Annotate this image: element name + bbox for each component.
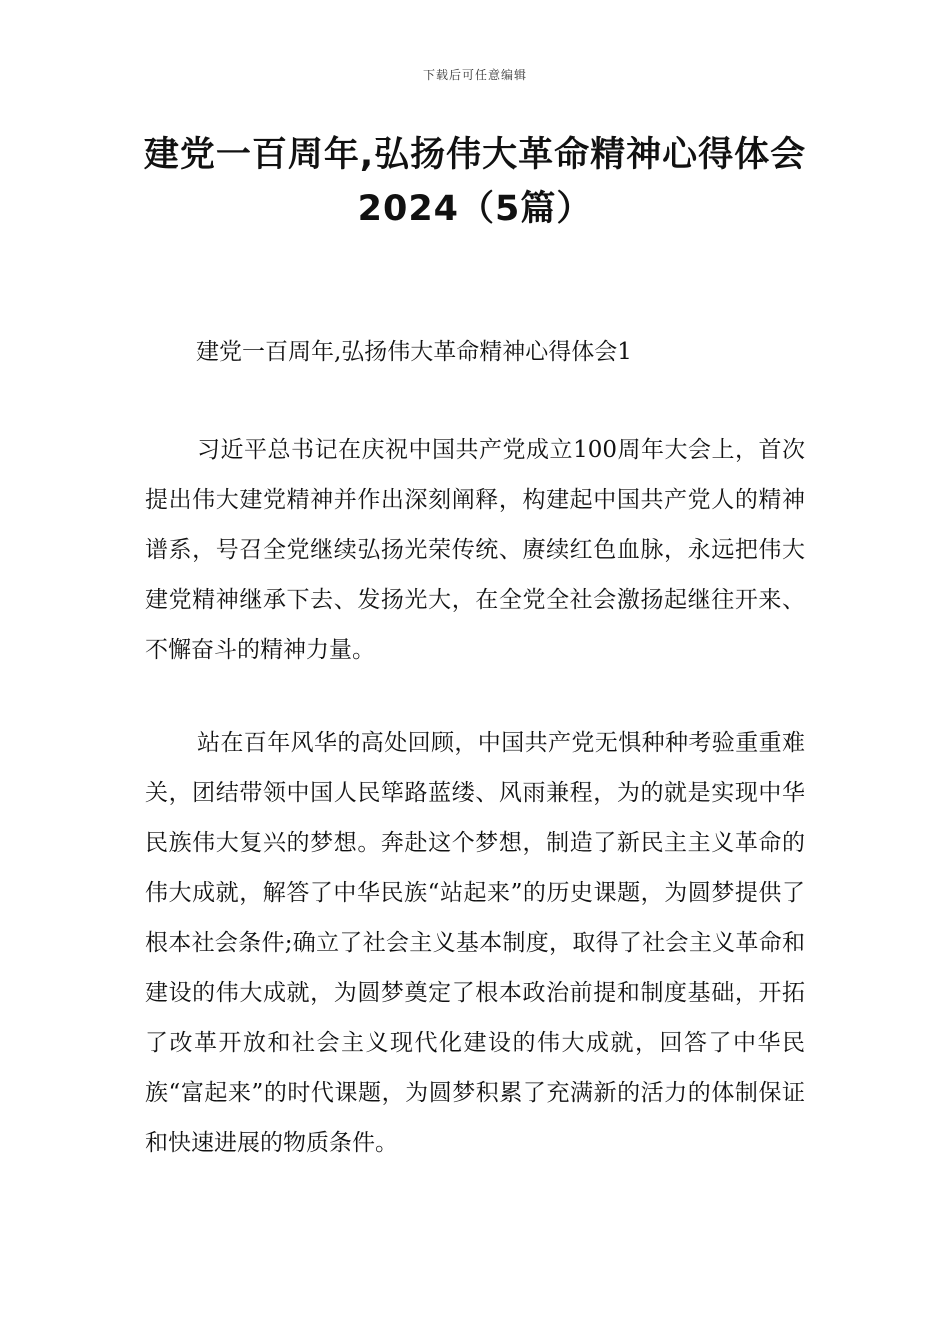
document-title-line-1: 建党一百周年,弘扬伟大革命精神心得体会 xyxy=(143,135,807,175)
document-title-line-2: 2024（5篇） xyxy=(357,189,593,229)
body-paragraph-1: 习近平总书记在庆祝中国共产党成立100周年大会上，首次提出伟大建党精神并作出深刻阐释，构建起中国共产党人的精神谱系，号召全党继续弘扬光荣传统、赓续红色血脉，永远把伟大建党精神继承下去、发扬光大，在全党全社会激扬起继往开来、不懈奋斗的精神力量。 xyxy=(145,437,805,663)
header-note: 下载后可任意编辑 xyxy=(422,68,527,82)
section-heading: 建党一百周年,弘扬伟大革命精神心得体会1 xyxy=(196,339,632,365)
body-paragraph-2: 站在百年风华的高处回顾，中国共产党无惧种种考验重重难关，团结带领中国人民筚路蓝缕、风雨兼程，为的就是实现中华民族伟大复兴的梦想。奔赴这个梦想，制造了新民主主义革命的伟大成就，解答了中华民族“站起来”的历史课题，为圆梦提供了根本社会条件;确立了社会主义基本制度，取得了社会主义革命和建设的伟大成就，为圆梦奠定了根本政治前提和制度基础，开拓了改革开放和社会主义现代化建设的伟大成就，回答了中华民族“富起来”的时代课题，为圆梦积累了充满新的活力的体制保证和快速进展的物质条件。 xyxy=(145,730,805,1156)
document-title xyxy=(120,128,830,236)
